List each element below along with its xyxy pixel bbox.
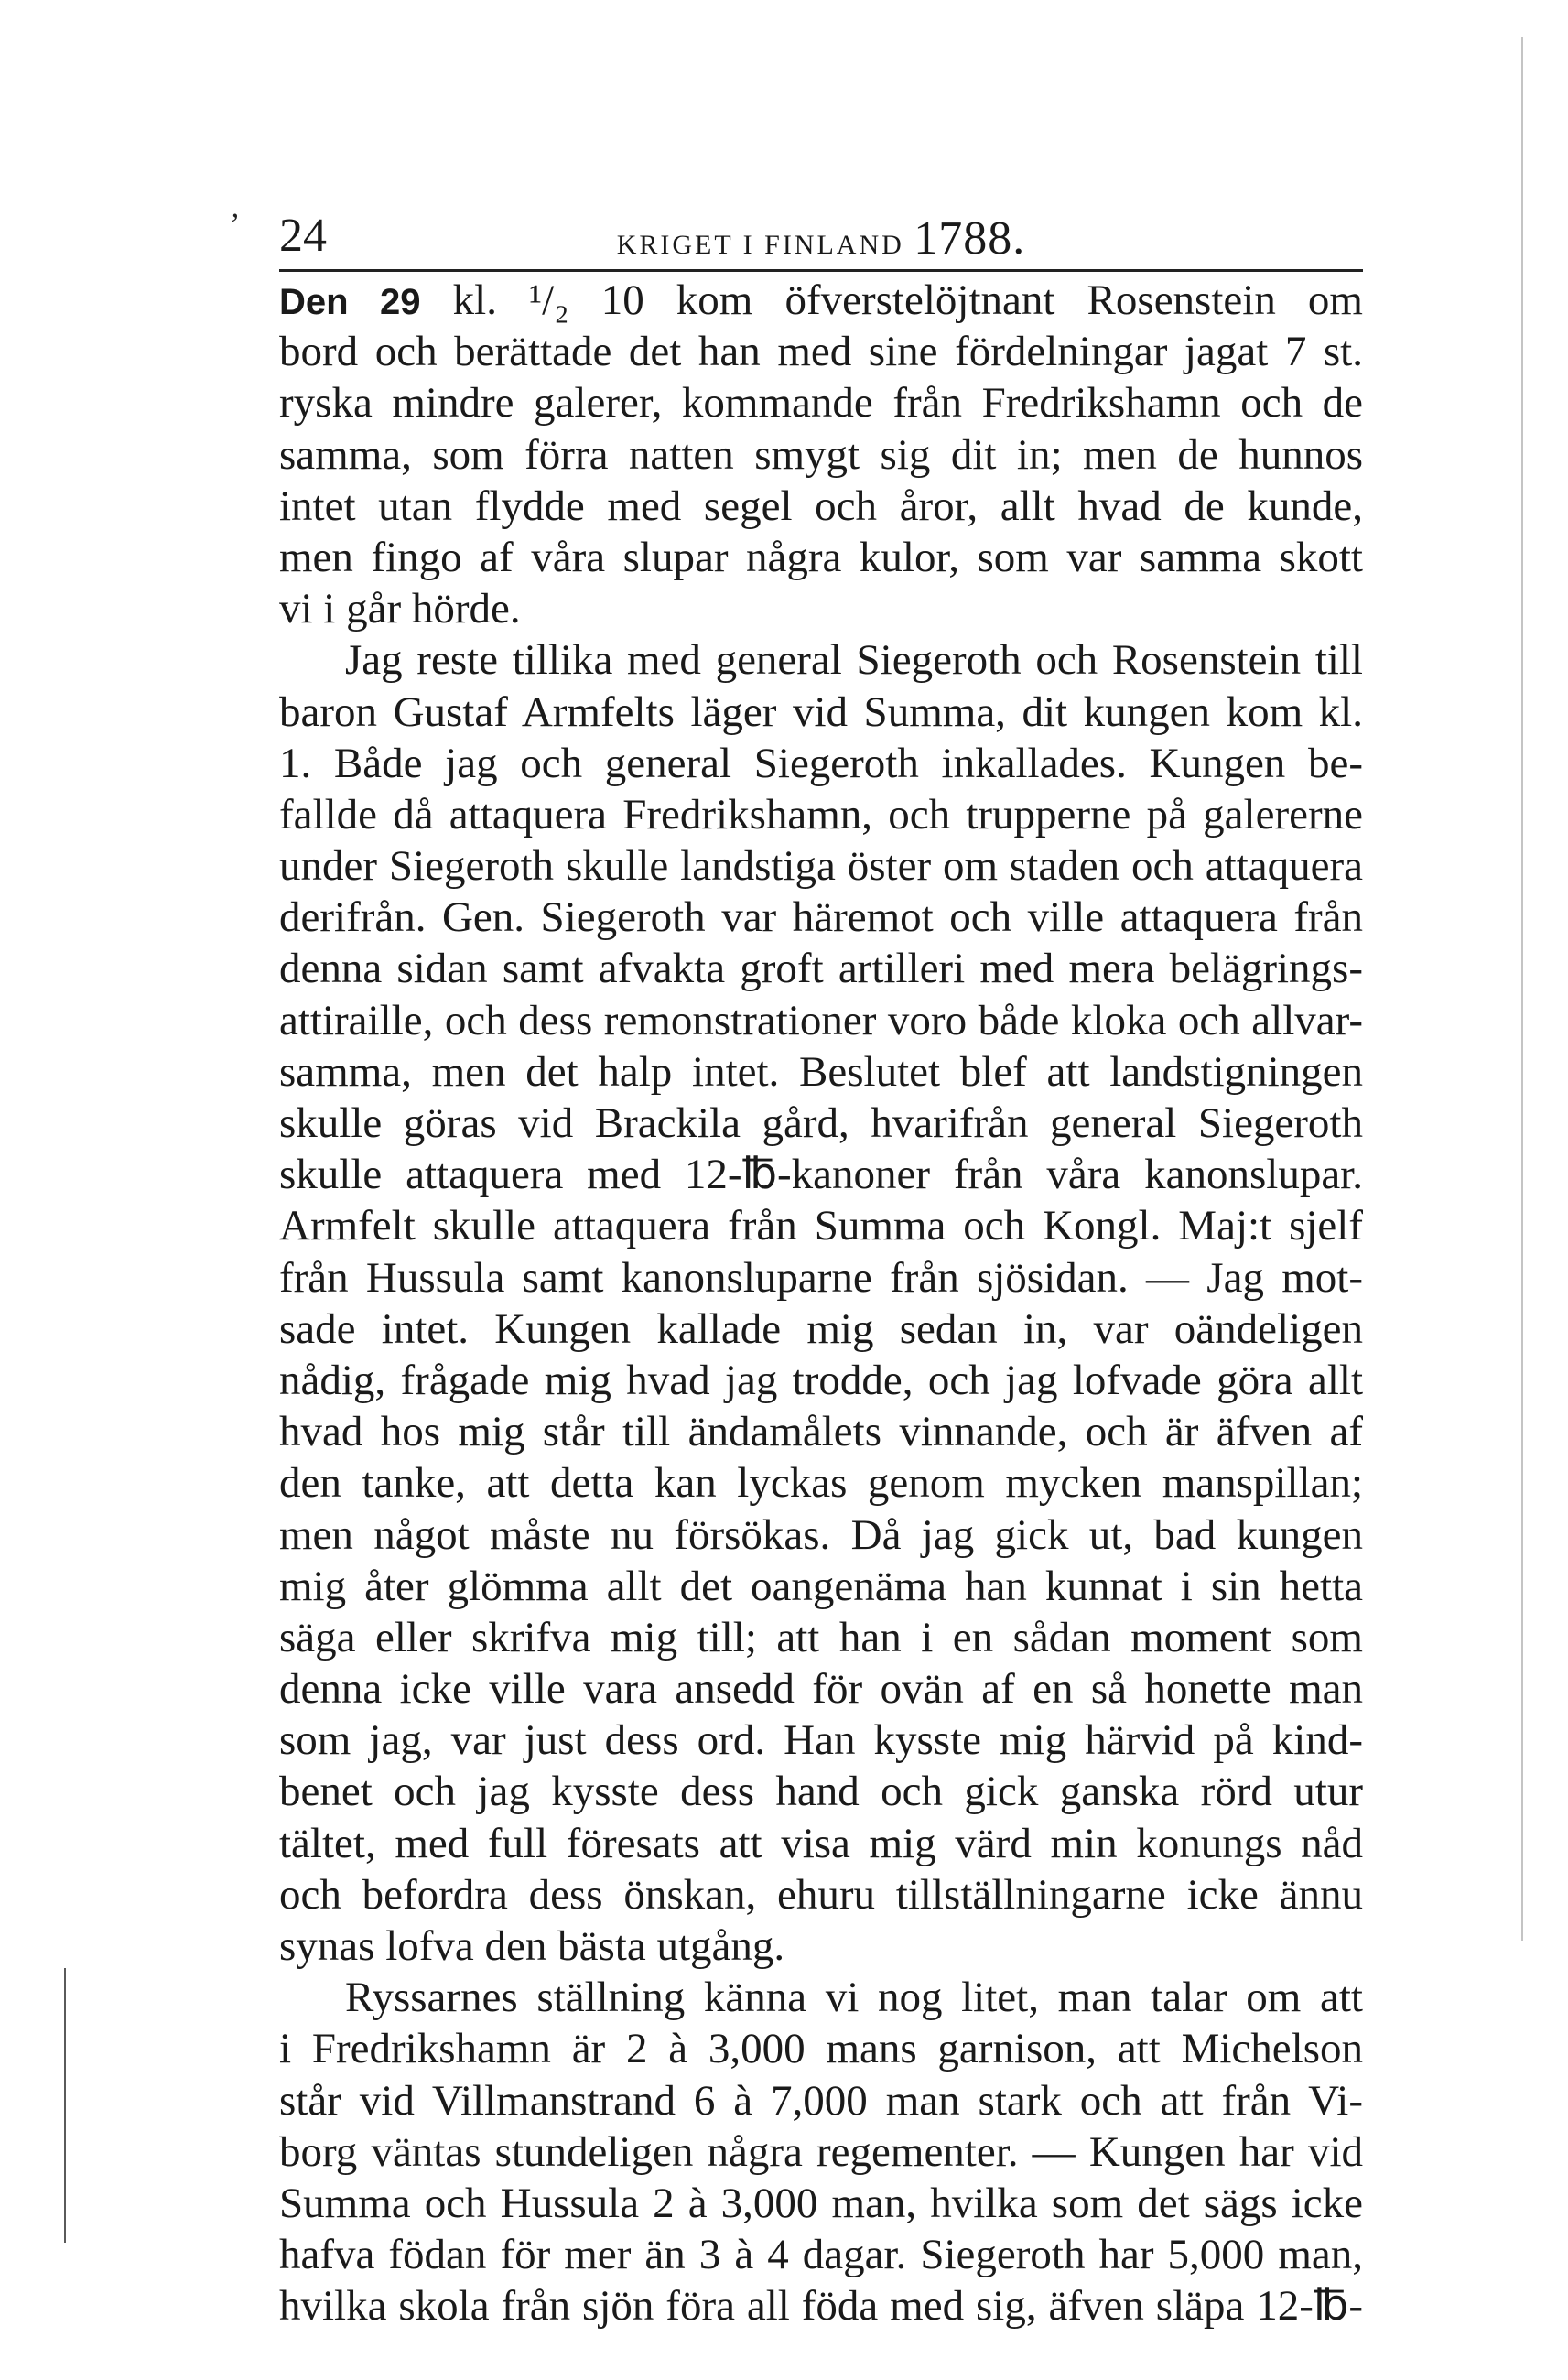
stray-ink-mark: ‚ xyxy=(230,190,241,224)
text-line: skulle göras vid Brackila gård, hvarifrån general Siegeroth xyxy=(279,1099,1363,1147)
text-line: Ryssarnes ställning känna vi nog litet, man talar om att xyxy=(345,1974,1363,2022)
running-title-year: 1788. xyxy=(914,212,1026,265)
scan-edge-line-left xyxy=(64,1968,66,2243)
text-line: Summa och Hussula 2 à 3,000 man, hvilka som det sägs icke xyxy=(279,2179,1363,2227)
text-line: bord och berättade det han med sine fördelningar jagat 7 st. xyxy=(279,328,1363,376)
text-line: samma, men det halp intet. Beslutet blef att landstigningen xyxy=(279,1047,1363,1096)
text-line: attiraille, och dess remonstrationer voro både kloka och allvar- xyxy=(279,996,1363,1044)
running-title xyxy=(279,212,1363,268)
line-text: kl. ¹/₂ 10 kom öfverstelöjtnant Rosenstein om xyxy=(452,276,1363,324)
text-line: baron Gustaf Armfelts läger vid Summa, dit kungen kom kl. xyxy=(279,687,1363,736)
text-line: sade intet. Kungen kallade mig sedan in, var oändeligen xyxy=(279,1304,1363,1353)
text-line: hvad hos mig står till ändamålets vinnande, och är äfven af xyxy=(279,1408,1363,1456)
text-line: tältet, med full föresats att visa mig värd min konungs nåd xyxy=(279,1819,1363,1867)
text-line: hafva födan för mer än 3 à 4 dagar. Siegeroth har 5,000 man, xyxy=(279,2231,1363,2279)
text-line: vi i går hörde. xyxy=(279,585,521,633)
text-line xyxy=(279,275,1363,326)
text-line: skulle attaquera med 12-℔-kanoner från våra kanonslupar. xyxy=(279,1151,1363,1199)
text-line: från Hussula samt kanonsluparne från sjösidan. — Jag mot- xyxy=(279,1253,1363,1302)
text-line: borg väntas stundeligen några regementer. — Kungen har vid xyxy=(279,2127,1363,2176)
text-line: synas lofva den bästa utgång. xyxy=(279,1922,785,1970)
text-line: samma, som förra natten smygt sig dit in; men de hunnos xyxy=(279,430,1363,479)
text-line: intet utan flydde med segel och åror, allt hvad de kunde, xyxy=(279,481,1363,530)
text-line: benet och jag kysste dess hand och gick ganska rörd utur xyxy=(279,1768,1363,1816)
running-title-text: KRIGET I FINLAND xyxy=(616,230,904,260)
text-line: nådig, frågade mig hvad jag trodde, och jag lofvade göra allt xyxy=(279,1356,1363,1404)
text-line: Jag reste tillika med general Siegeroth och Rosenstein till xyxy=(345,636,1363,685)
text-line: derifrån. Gen. Siegeroth var häremot och ville attaquera från xyxy=(279,893,1363,942)
text-line: mig åter glömma allt det oangenäma han kunnat i sin hetta xyxy=(279,1562,1363,1610)
text-line: står vid Villmanstrand 6 à 7,000 man stark och att från Vi- xyxy=(279,2076,1363,2125)
scan-edge-line-right xyxy=(1521,37,1523,1941)
text-line: 1. Både jag och general Siegeroth inkallades. Kungen be- xyxy=(279,739,1363,787)
text-line: fallde då attaquera Fredrikshamn, och trupperne på galererne xyxy=(279,790,1363,838)
text-line: säga eller skrifva mig till; att han i en sådan moment som xyxy=(279,1613,1363,1661)
text-line: denna icke ville vara ansedd för ovän af en så honette man xyxy=(279,1665,1363,1714)
page-number: 24 xyxy=(279,210,327,262)
text-line: och befordra dess önskan, ehuru tillställningarne icke ännu xyxy=(279,1870,1363,1919)
text-line: Armfelt skulle attaquera från Summa och Kongl. Maj:t sjelf xyxy=(279,1202,1363,1250)
text-line: men fingo af våra slupar några kulor, som var samma skott xyxy=(279,533,1363,581)
text-line: men något måste nu försökas. Då jag gick ut, bad kungen xyxy=(279,1510,1363,1559)
header-rule xyxy=(279,269,1363,272)
text-line: under Siegeroth skulle landstiga öster om staden och attaquera xyxy=(279,842,1363,891)
text-line: i Fredrikshamn är 2 à 3,000 mans garnison, att Michelson xyxy=(279,2025,1363,2073)
text-line: den tanke, att detta kan lyckas genom mycken manspillan; xyxy=(279,1459,1363,1508)
text-line: ryska mindre galerer, kommande från Fredrikshamn och de xyxy=(279,379,1363,427)
body-text xyxy=(279,275,1363,2332)
date-lead: Den 29 xyxy=(279,282,421,322)
text-line: som jag, var just dess ord. Han kysste mig härvid på kind- xyxy=(279,1716,1363,1765)
text-line: denna sidan samt afvakta groft artilleri med mera belägrings- xyxy=(279,945,1363,993)
text-line: hvilka skola från sjön föra all föda med sig, äfven släpa 12-℔- xyxy=(279,2282,1363,2331)
running-header xyxy=(279,209,1363,264)
